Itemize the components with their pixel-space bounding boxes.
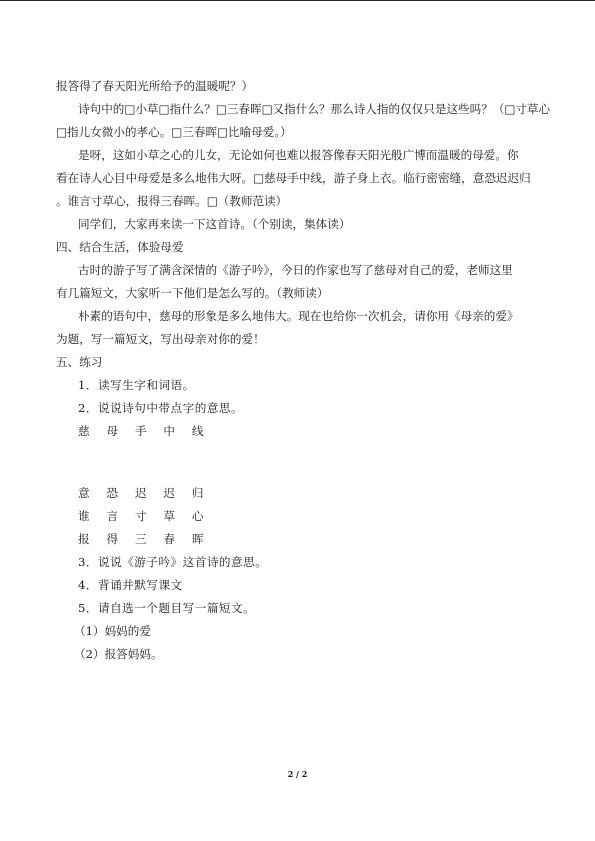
paragraph-line: 同学们，大家再来读一下这首诗。（个别读，集体读） bbox=[78, 217, 351, 231]
section-heading: 四、结合生活，体验母爱 bbox=[56, 240, 184, 254]
poem-line: 意 恐 迟 迟 归 bbox=[78, 486, 211, 500]
exercise-item: 3．说说《游子吟》这首诗的意思。 bbox=[78, 555, 268, 569]
paragraph-line: 古时的游子写了满含深情的《游子吟》，今日的作家也写了慈母对自己的爱，老师这里 bbox=[78, 263, 513, 277]
paragraph-line: 。谁言寸草心，报得三春晖。□（教师范读） bbox=[56, 194, 288, 208]
exercise-item: 2．说说诗句中带点字的意思。 bbox=[78, 401, 244, 415]
page-top-border bbox=[0, 0, 595, 1]
paragraph-line: 报答得了春天阳光所给予的温暖呢？） bbox=[56, 79, 254, 93]
poem-line: 谁 言 寸 草 心 bbox=[78, 509, 211, 523]
paragraph-line: 有几篇短文，大家听一下他们是怎么写的。（教师读） bbox=[56, 286, 329, 300]
paragraph-line: 为题，写一篇短文，写出母亲对你的爱！ bbox=[56, 332, 265, 346]
paragraph-line: □指儿女微小的孝心。□三春晖□比喻母爱。） bbox=[56, 125, 292, 139]
exercise-item: 4．背诵并默写课文 bbox=[78, 578, 183, 592]
poem-line: 慈 母 手 中 线 bbox=[78, 424, 211, 438]
paragraph-line: 朴素的语句中，慈母的形象是多么地伟大。现在也给你一次机会，请你用《母亲的爱》 bbox=[78, 309, 519, 323]
exercise-subitem: （1）妈妈的爱 bbox=[74, 624, 151, 638]
paragraph-line: 看在诗人心目中母爱是多么地伟大呀。□慈母手中线，游子身上衣。临行密密缝，意恐迟迟归 bbox=[56, 171, 531, 185]
paragraph-line: 诗句中的□小草□指什么？□三春晖□又指什么？那么诗人指的仅仅只是这些吗？（□寸草心 bbox=[78, 102, 551, 116]
exercise-subitem: （2）报答妈妈。 bbox=[74, 647, 163, 661]
paragraph-line: 是呀，这如小草之心的儿女，无论如何也难以报答像春天阳光般广博而温暖的母爱。你 bbox=[78, 148, 519, 162]
page-number: 2 / 2 bbox=[287, 769, 308, 779]
exercise-item: 5．请自选一个题目写一篇短文。 bbox=[78, 601, 256, 615]
poem-line: 报 得 三 春 晖 bbox=[78, 532, 211, 546]
section-heading: 五、练习 bbox=[56, 355, 103, 369]
exercise-item: 1．读写生字和词语。 bbox=[78, 378, 195, 392]
